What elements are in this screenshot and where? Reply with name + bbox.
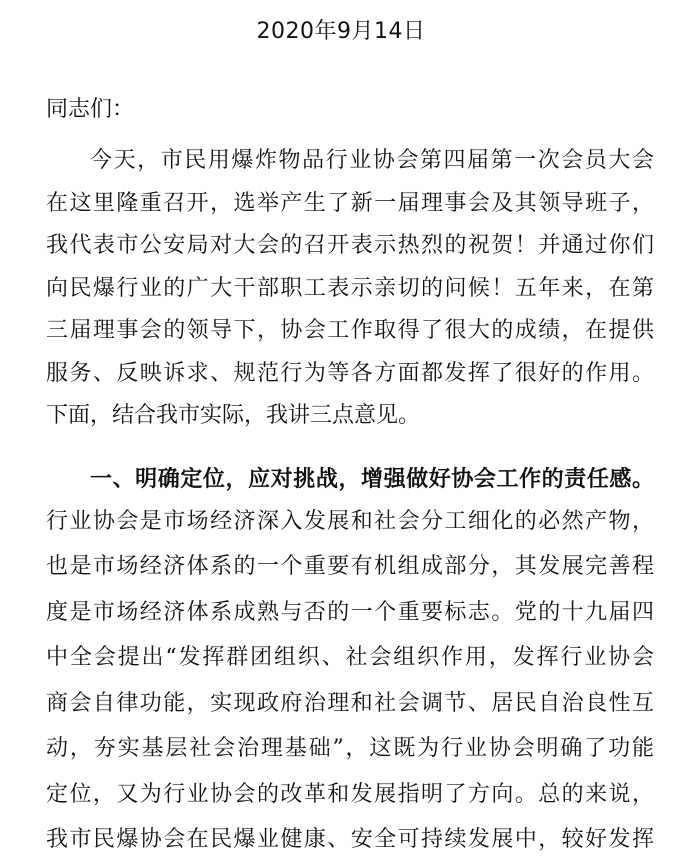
paragraph-line: 下面，结合我市实际，我讲三点意见。 [46,403,421,428]
paragraph-line: 服务、反映诉求、规范行为等各方面都发挥了很好的作用。 [46,361,654,386]
paragraph-line: 在这里隆重召开，选举产生了新一届理事会及其领导班子， [46,191,654,216]
paragraph-line: 中全会提出“发挥群团组织、社会组织作用，发挥行业协会 [46,645,654,670]
paragraph-line: 行业协会是市场经济深入发展和社会分工细化的必然产物， [46,509,654,534]
paragraph-line: 度是市场经济体系成熟与否的一个重要标志。党的十九届四 [46,600,654,625]
paragraph-line: 商会自律功能，实现政府治理和社会调节、居民自治良性互 [46,691,654,716]
paragraph-line: 三届理事会的领导下，协会工作取得了很大的成绩，在提供 [46,318,654,343]
document-date: 2020年9月14日 [256,19,426,44]
paragraph-line: 向民爆行业的广大干部职工表示亲切的问候！五年来，在第 [46,276,654,301]
paragraph-line: 动，夯实基层社会治理基础”，这既为行业协会明确了功能 [46,736,654,761]
paragraph-line: 今天，市民用爆炸物品行业协会第四届第一次会员大会 [90,148,654,173]
section-heading: 一、明确定位，应对挑战，增强做好协会工作的责任感。 [90,466,654,492]
paragraph-line: 我市民爆协会在民爆业健康、安全可持续发展中，较好发挥 [46,827,654,852]
salutation: 同志们： [46,97,135,122]
paragraph-line: 定位，又为行业协会的改革和发展指明了方向。总的来说， [46,782,654,807]
paragraph-line: 也是市场经济体系的一个重要有机组成部分，其发展完善程 [46,554,654,579]
paragraph-line: 我代表市公安局对大会的召开表示热烈的祝贺！并通过你们 [46,233,654,258]
